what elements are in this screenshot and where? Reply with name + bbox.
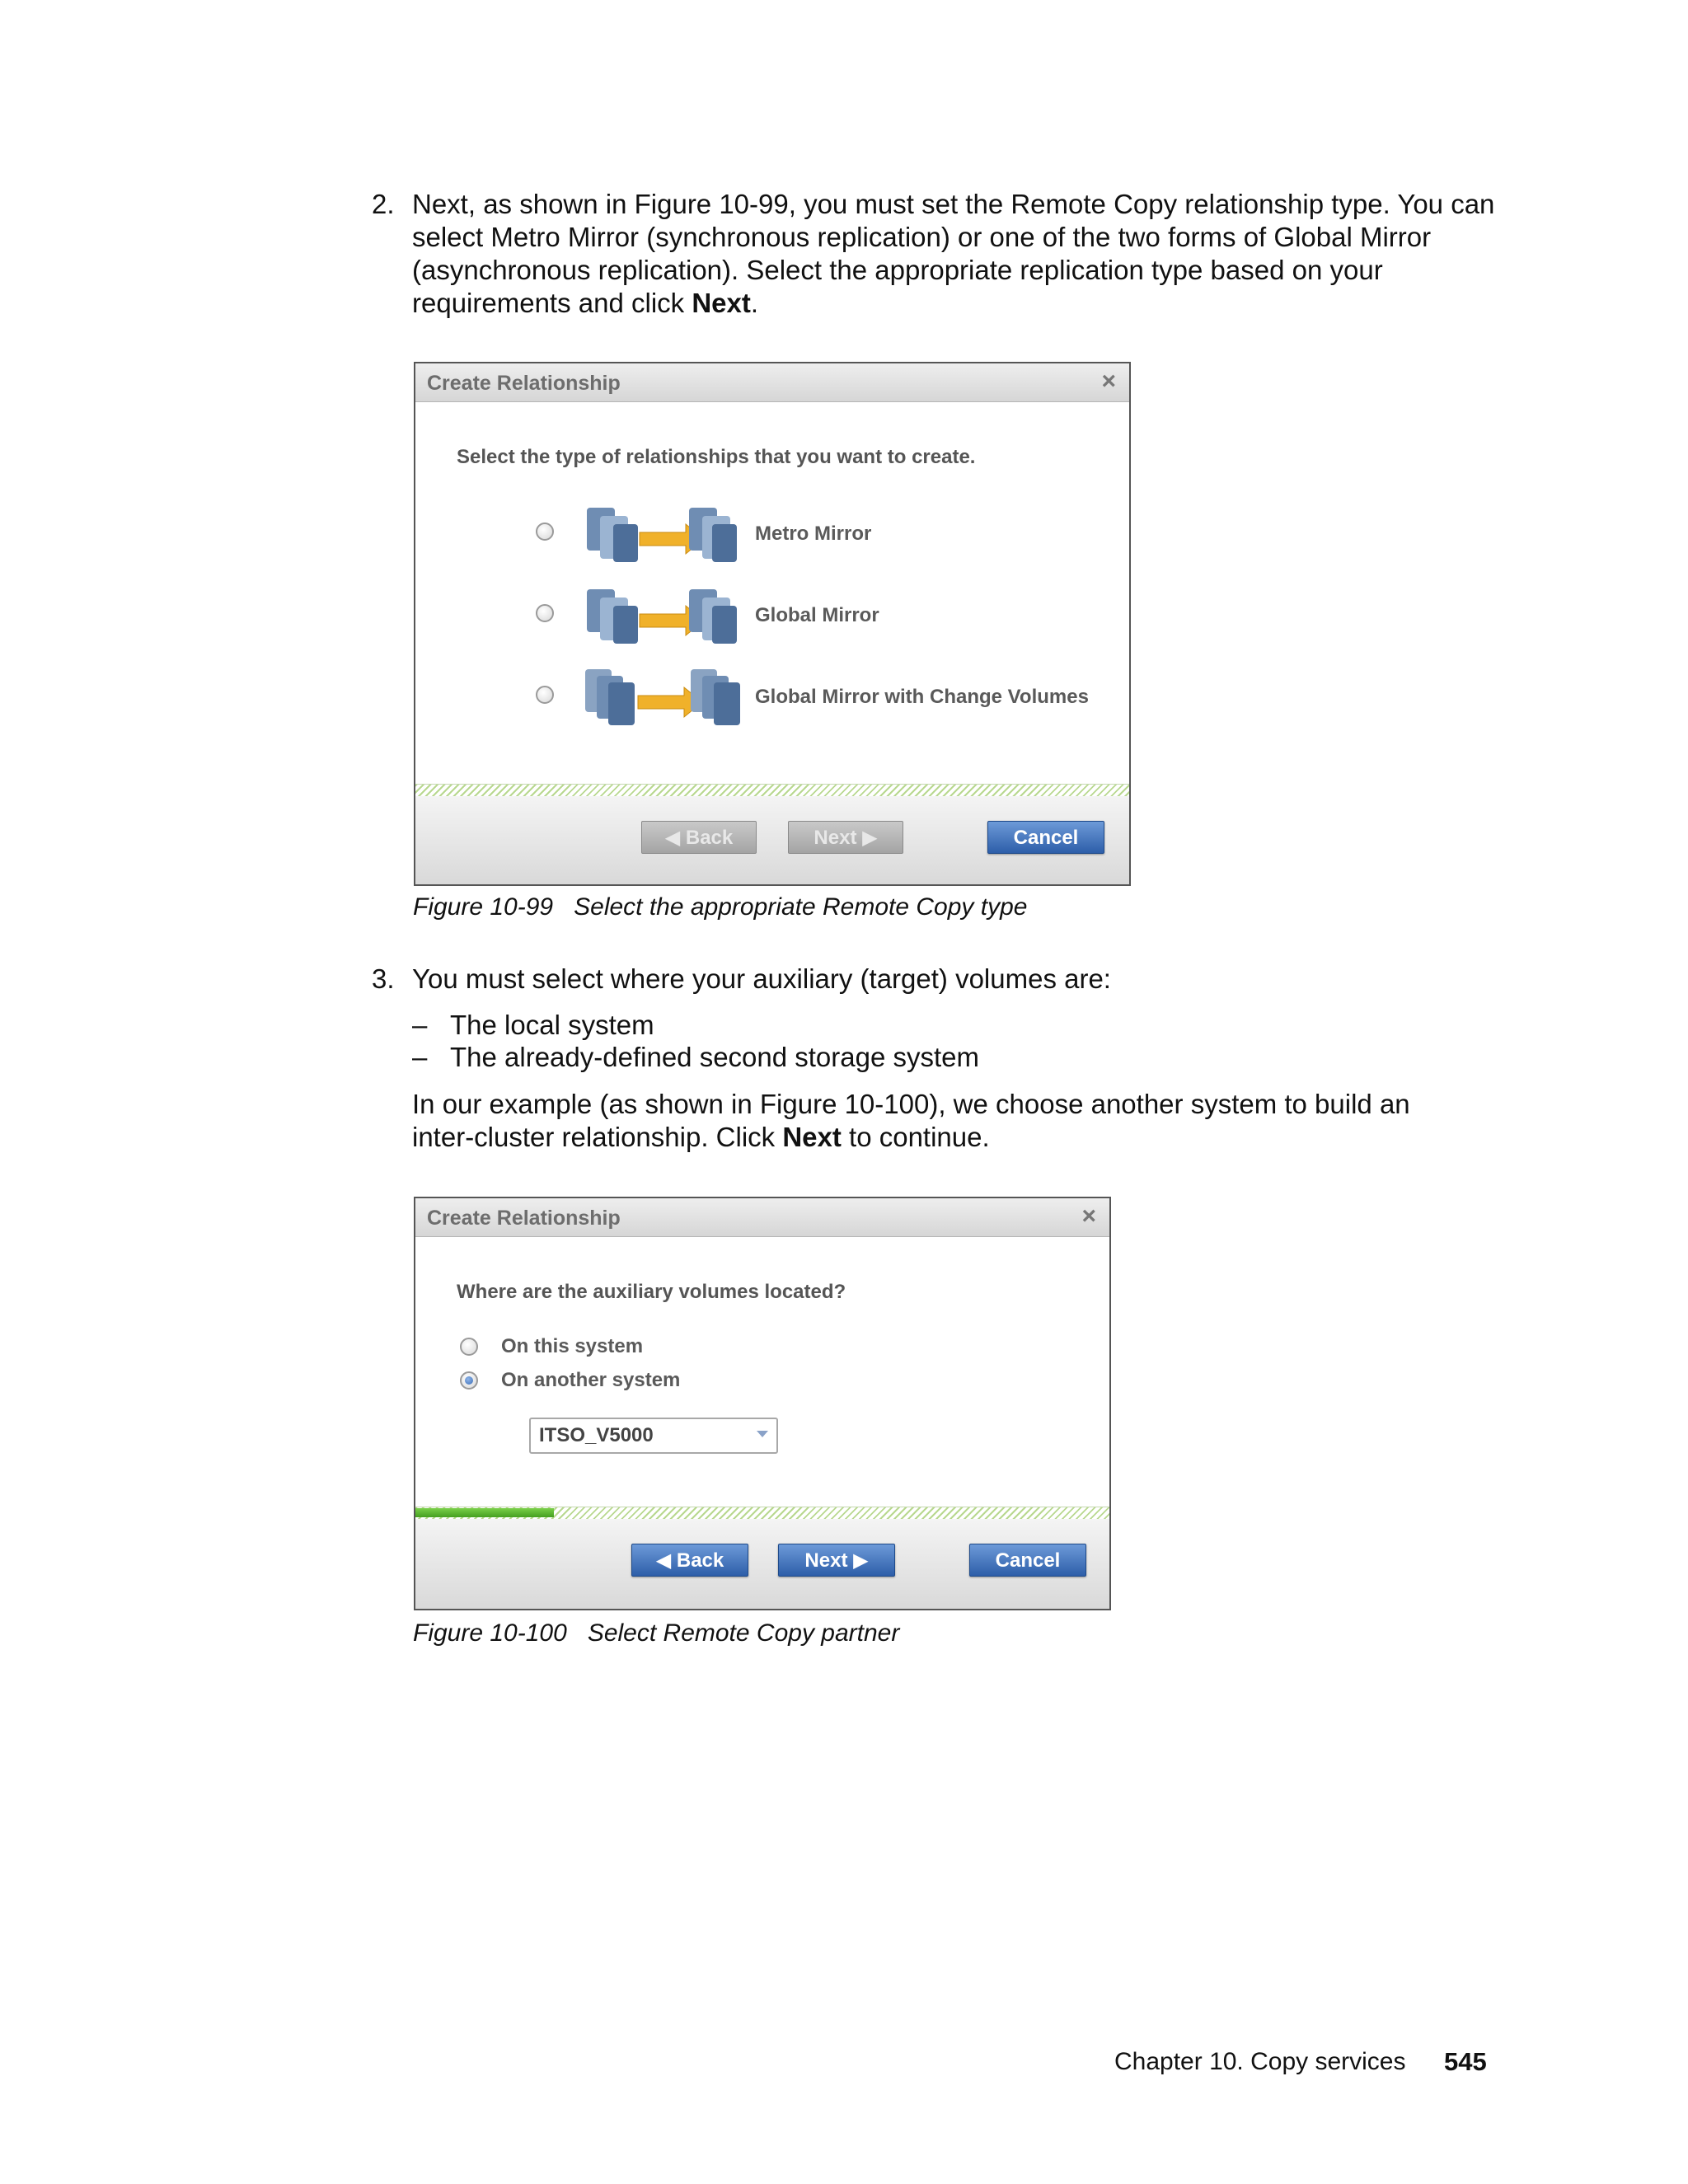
next-button[interactable]: Next ▶	[778, 1544, 895, 1577]
global-mirror-change-volumes-radio[interactable]	[536, 686, 554, 704]
cancel-button[interactable]: Cancel	[987, 821, 1104, 854]
metro-mirror-radio[interactable]	[536, 523, 554, 541]
close-icon[interactable]: ×	[1081, 1202, 1096, 1230]
page-number: 545	[1444, 2047, 1487, 2076]
dialog-titlebar	[415, 363, 1129, 402]
dialog-question: Select the type of relationships that you want to create.	[457, 446, 976, 468]
bullet-item: The already-defined second storage system	[450, 1042, 980, 1072]
on-this-system-label: On this system	[501, 1335, 644, 1357]
step-number: 3.	[372, 963, 395, 994]
on-this-system-radio[interactable]	[460, 1338, 478, 1356]
system-select-value: ITSO_V5000	[539, 1424, 654, 1446]
system-select[interactable]	[529, 1418, 778, 1454]
dialog-title: Create Relationship	[427, 1207, 621, 1230]
progress-track	[415, 784, 1129, 797]
global-mirror-radio[interactable]	[536, 604, 554, 622]
chapter-footer: Chapter 10. Copy services	[1114, 2048, 1406, 2075]
next-emphasis: Next	[692, 288, 751, 318]
close-icon[interactable]: ×	[1101, 368, 1116, 395]
progress-fill	[415, 1508, 554, 1517]
figure-caption: Figure 10-99 Select the appropriate Remote Copy type	[413, 893, 1028, 921]
back-button[interactable]: ◀ Back	[641, 821, 757, 854]
dialog-footer	[415, 796, 1129, 884]
figure-caption: Figure 10-100 Select Remote Copy partner	[413, 1619, 900, 1647]
global-mirror-label: Global Mirror	[755, 604, 879, 626]
step-number: 2.	[372, 189, 395, 219]
bullet-item: The local system	[450, 1010, 654, 1040]
dialog-footer	[415, 1519, 1109, 1609]
step-3-paragraph: You must select where your auxiliary (target) volumes are:	[412, 963, 1111, 994]
chevron-down-icon	[757, 1431, 768, 1437]
dialog-question: Where are the auxiliary volumes located?	[457, 1281, 846, 1303]
bullet-dash: –	[412, 1042, 428, 1072]
global-mirror-change-volumes-label: Global Mirror with Change Volumes	[755, 686, 1089, 708]
global-mirror-change-volumes-icon	[580, 663, 753, 729]
metro-mirror-label: Metro Mirror	[755, 523, 872, 545]
on-another-system-radio[interactable]	[460, 1371, 478, 1390]
bullet-dash: –	[412, 1010, 428, 1040]
metro-mirror-icon	[580, 499, 745, 565]
create-relationship-dialog-location	[414, 1197, 1111, 1610]
example-paragraph: In our example (as shown in Figure 10-100), we choose another system to build an inter-cluster relationship. Click Next to continue.	[412, 1089, 1410, 1152]
global-mirror-icon	[580, 581, 745, 647]
step-2-paragraph: Next, as shown in Figure 10-99, you must set the Remote Copy relationship type. You can select Metro Mirror (synchronous replication) or one of the two forms of Global Mirror (asynchronous replication). Select the appropriate replication type based on your requirements and click Next.	[412, 189, 1495, 318]
back-button[interactable]: ◀ Back	[631, 1544, 748, 1577]
next-button[interactable]: Next ▶	[788, 821, 903, 854]
progress-track	[415, 1507, 1109, 1520]
dialog-title: Create Relationship	[427, 372, 621, 395]
next-emphasis: Next	[782, 1122, 842, 1152]
on-another-system-label: On another system	[501, 1369, 681, 1391]
dialog-titlebar	[415, 1198, 1109, 1237]
cancel-button[interactable]: Cancel	[969, 1544, 1086, 1577]
create-relationship-dialog-type	[414, 362, 1131, 886]
